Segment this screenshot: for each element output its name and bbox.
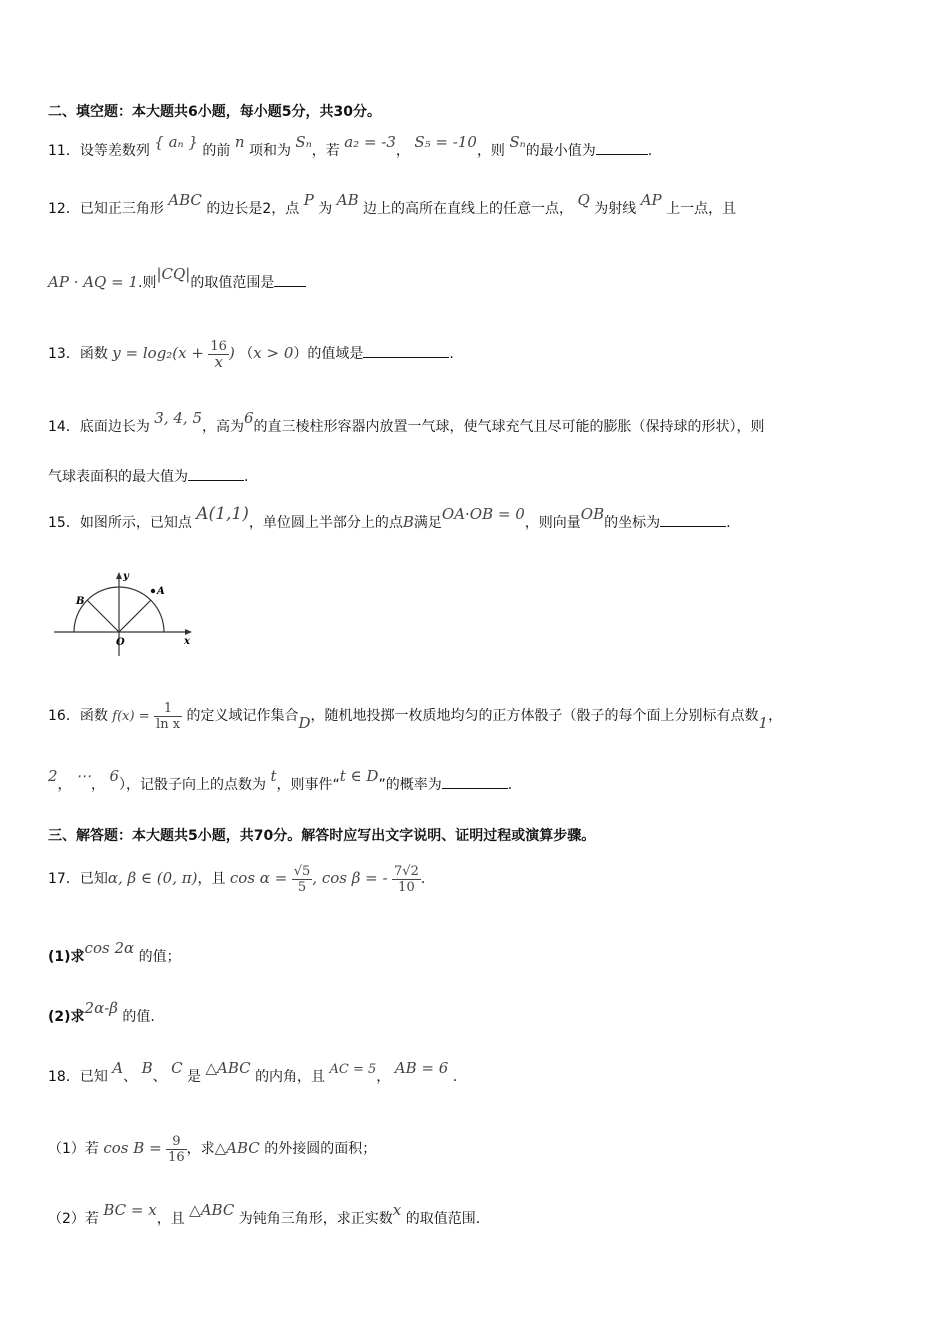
math-expression: cos B = xyxy=(103,1139,162,1157)
math-expression: A xyxy=(112,1059,124,1077)
math-expression: y = log₂(x + xyxy=(112,344,204,362)
math-expression: B xyxy=(402,513,414,531)
math-expression: AB xyxy=(336,191,359,209)
question-17-part-2: (2)求2α-β 的值. xyxy=(48,999,155,1025)
math-expression: α, β ∈ (0, π) xyxy=(107,869,198,887)
segment-oa xyxy=(119,600,151,632)
question-17-part-1: (1)求cos 2α 的值； xyxy=(48,939,181,965)
math-expression: A(1,1) xyxy=(196,504,249,524)
math-expression: S₅ = -10 xyxy=(414,133,477,151)
math-expression: C xyxy=(171,1059,183,1077)
math-expression: 6 xyxy=(109,767,119,785)
math-expression: OB xyxy=(580,505,605,523)
x-axis-arrow xyxy=(185,629,192,635)
math-expression: OA·OB = 0 xyxy=(441,505,525,523)
answer-blank xyxy=(188,466,244,481)
fraction: $\frac{9}{16}$ xyxy=(168,1133,185,1165)
question-16: 16．函数 f(x) = $\frac{1}{\text{ln x}}$ 的定义域记作集合D，随机地投掷一枚质地均匀的正方体骰子（骰子的每个面上分别标有点数1， xyxy=(48,700,783,732)
question-14: 14．底面边长为 3, 4, 5，高为6的直三棱柱形容器内放置一气球，使气球充气且尽可能的膨胀（保持球的形状），则 xyxy=(48,409,765,435)
math-expression: AC = 5 xyxy=(329,1062,377,1077)
question-18-part-2: （2）若 BC = x，且 △ABC 为钝角三角形，求正实数x 的取值范围. xyxy=(48,1201,481,1227)
math-expression: |CQ| xyxy=(156,265,191,283)
question-16-continued: 2， ⋯， 6），记骰子向上的点数为 t，则事件“t ∈ D”的概率为 . xyxy=(48,767,513,793)
math-expression: cos α = xyxy=(229,869,288,887)
point-a xyxy=(151,589,155,593)
math-expression: △ABC xyxy=(214,1139,260,1157)
answer-blank xyxy=(596,140,648,155)
answer-blank xyxy=(660,512,726,527)
question-number: 16． xyxy=(48,708,80,724)
math-expression: { aₙ } xyxy=(154,133,198,151)
fraction: $\frac{1}{\text{ln x}}$ xyxy=(156,700,181,732)
math-expression: Sₙ xyxy=(509,133,526,151)
label-o: O xyxy=(116,637,125,648)
question-14-continued: 气球表面积的最大值为 . xyxy=(48,466,248,487)
question-12: 12．已知正三角形 ABC 的边长是2，点 P 为 AB 边上的高所在直线上的任意一点， Q 为射线 AP 上一点，且 xyxy=(48,191,737,217)
answer-blank xyxy=(363,343,449,358)
math-expression: x > 0 xyxy=(253,344,294,362)
math-expression: Q xyxy=(577,191,590,209)
question-number: 11． xyxy=(48,143,80,159)
question-18-part-1: （1）若 cos B = $\frac{9}{16}$ ，求△ABC 的外接圆的面积； xyxy=(48,1133,377,1165)
question-number: 12． xyxy=(48,201,80,217)
math-expression: △ABC xyxy=(189,1201,235,1219)
math-expression: BC = x xyxy=(103,1201,157,1219)
question-number: 15． xyxy=(48,515,80,531)
question-number: 13． xyxy=(48,346,80,362)
label-y: y xyxy=(123,571,129,582)
fraction: $\frac{16}{x}$ xyxy=(210,338,227,371)
section-heading-solutions: 三、解答题：本大题共5小题，共70分。解答时应写出文字说明、证明过程或演算步骤。 xyxy=(48,828,596,844)
math-expression: n xyxy=(234,133,245,151)
math-expression: , cos β = - xyxy=(312,869,388,887)
math-expression: AB = 6 xyxy=(394,1059,449,1077)
label-a: A xyxy=(157,586,165,597)
math-expression: Sₙ xyxy=(295,133,312,151)
math-expression: D xyxy=(298,714,311,732)
question-12-continued: AP · AQ = 1.则|CQ|的取值范围是 xyxy=(48,272,306,293)
question-17: 17．已知α, β ∈ (0, π)，且 cos α = $\frac{√5}{5}$ , cos β = - $\frac{7√2}{10}$ . xyxy=(48,863,426,895)
question-number: 17． xyxy=(48,871,80,887)
question-11: 11．设等差数列 { aₙ } 的前 n 项和为 Sₙ，若 a₂ = -3， S₅ = -10，则 Sₙ的最小值为 . xyxy=(48,133,653,159)
math-expression: t xyxy=(270,767,277,785)
answer-blank xyxy=(442,774,508,789)
math-expression: 6 xyxy=(243,409,254,427)
unit-circle-figure xyxy=(52,566,200,660)
fraction: $\frac{√5}{5}$ xyxy=(293,863,311,895)
math-expression: ABC xyxy=(168,191,202,209)
segment-ob xyxy=(87,600,119,632)
math-expression: AP xyxy=(640,191,662,209)
answer-blank xyxy=(274,272,306,287)
math-expression: f(x) = xyxy=(112,709,150,724)
math-expression: P xyxy=(303,191,314,209)
question-number: 14． xyxy=(48,419,80,435)
question-18: 18．已知 A、 B、 C 是 △ABC 的内角，且 AC = 5， AB = 6 . xyxy=(48,1059,458,1085)
question-15: 15．如图所示，已知点 A(1,1)，单位圆上半部分上的点B满足OA·OB = 0，则向量OB的坐标为 . xyxy=(48,504,731,531)
question-number: 18． xyxy=(48,1069,80,1085)
math-expression: cos 2α xyxy=(84,939,135,957)
math-expression: t ∈ D xyxy=(339,767,379,785)
y-axis-arrow xyxy=(116,572,122,579)
math-expression: x xyxy=(392,1201,402,1219)
math-expression: △ABC xyxy=(205,1059,251,1077)
label-b: B xyxy=(76,596,85,607)
math-expression: 2 xyxy=(48,767,58,785)
math-expression: ⋯ xyxy=(76,767,91,785)
fraction: $\frac{7√2}{10}$ xyxy=(394,863,419,895)
math-expression: AP · AQ = 1 xyxy=(48,273,139,291)
section-heading-fill-in: 二、填空题：本大题共6小题，每小题5分，共30分。 xyxy=(48,104,381,120)
question-13: 13．函数 y = log₂(x + $\frac{16}{x}$ ) （x > 0）的值域是 . xyxy=(48,338,454,371)
math-expression: B xyxy=(141,1059,153,1077)
math-expression: 1 xyxy=(758,714,769,732)
math-expression: 2α-β xyxy=(84,999,118,1017)
math-expression: a₂ = -3 xyxy=(344,133,396,151)
math-expression: 3, 4, 5 xyxy=(154,409,202,427)
label-x: x xyxy=(184,636,190,647)
